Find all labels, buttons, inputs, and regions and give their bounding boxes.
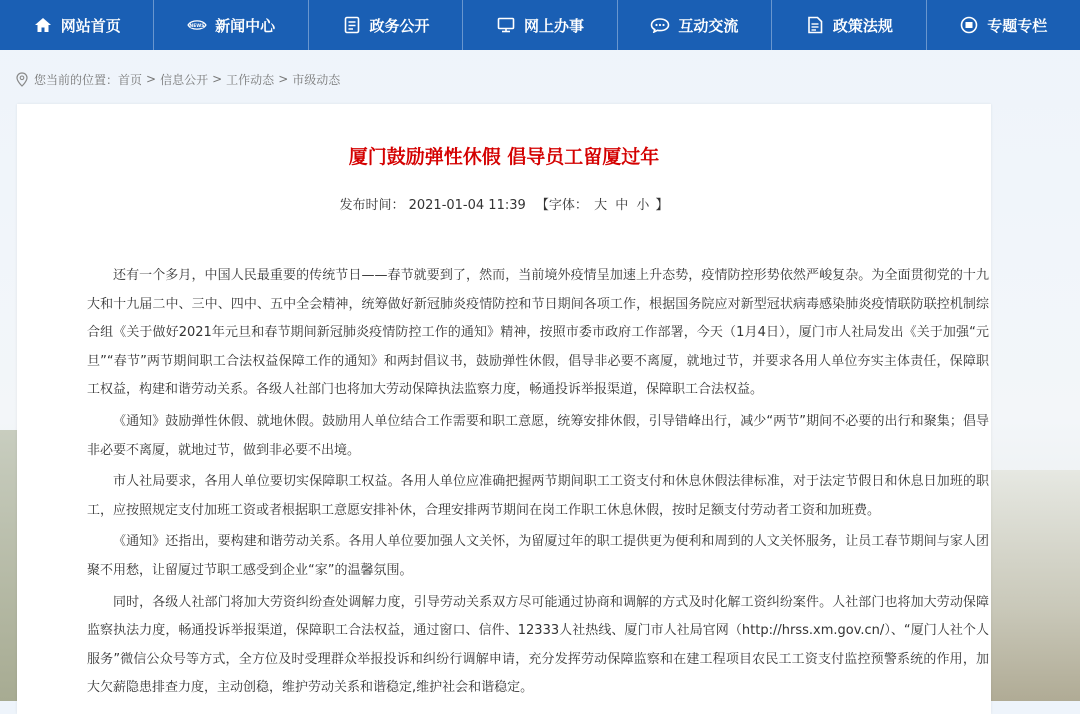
nav-item-label: 政务公开 — [369, 16, 430, 35]
top-navigation — [0, 0, 1080, 50]
nav-item-label: 互动交流 — [678, 16, 739, 35]
nav-item-special-topics[interactable] — [927, 0, 1080, 50]
nav-item-policies[interactable] — [772, 0, 926, 50]
article-paragraph: 《通知》还指出，要构建和谐劳动关系。各用人单位要加强人文关怀，为留厦过年的职工提供更为便利和周到的人文关怀服务，让员工春节期间与家人团聚不用愁，让留厦过节职工感受到企业“家”的温馨氛围。 — [87, 534, 989, 578]
article-paragraph: 同时，各级人社部门将加大劳资纠纷查处调解力度，引导劳动关系双方尽可能通过协商和调解的方式及时化解工资纠纷案件。人社部门也将加大劳动保障监察执法力度，畅通投诉举报渠道，保障职工合法权益，通过窗口、信件、12333人社热线、厦门市人社局官网（http://hrss.xm.gov.cn/）、“厦门人社个人服务”微信公众号等方式，全方位及时受理群众举报投诉和纠纷行调解申请，充分发挥劳动保障监察和在建工程项目农民工工资支付监控预警系统的作用，加大欠薪隐患排查力度，主动创稳，维护劳动关系和谐稳定,维护社会和谐稳定。 — [87, 594, 989, 696]
breadcrumb — [16, 69, 340, 89]
policy-doc-icon — [805, 15, 825, 35]
publish-time: 2021-01-04 11:39 — [408, 198, 526, 213]
publish-time-label: 发布时间： — [339, 198, 405, 213]
font-size-medium-button[interactable]: 中 — [615, 198, 629, 213]
breadcrumb-link-info-disclosure[interactable]: 信息公开 — [160, 72, 209, 87]
article-paragraph: 还有一个多月，中国人民最重要的传统节日——春节就要到了，然而，当前境外疫情呈加速上升态势，疫情防控形势依然严峻复杂。为全面贯彻党的十九大和十九届二中、三中、四中、五中全会精神，统筹做好新冠肺炎疫情防控和节日期间各项工作，根据国务院应对新型冠状病毒感染肺炎疫情联防联控机制综合组《关于做好2021年元旦和春节期间新冠肺炎疫情防控工作的通知》精神，按照市委市政府工作部署，今天（1月4日），厦门市人社局发出《关于加强“元旦”“春节”两节期间职工合法权益保障工作的通知》和两封倡议书，鼓励弹性休假，倡导非必要不离厦，就地过节，并要求各用人单位夯实主体责任，保障职工权益，构建和谐劳动关系。各级人社部门也将加大劳动保障执法监察力度，畅通投诉举报渠道，保障职工合法权益。 — [87, 268, 989, 398]
breadcrumb-link-city-news[interactable]: 市级动态 — [292, 72, 341, 87]
nav-item-label: 新闻中心 — [215, 16, 276, 35]
breadcrumb-separator: > — [278, 72, 289, 86]
media-icon — [959, 15, 979, 35]
nav-item-interaction[interactable] — [618, 0, 772, 50]
article-title: 厦门鼓励弹性休假 倡导员工留厦过年 — [348, 146, 660, 168]
document-icon — [342, 15, 362, 35]
breadcrumb-prefix: 您当前的位置： — [34, 72, 119, 87]
news-icon — [187, 15, 207, 35]
background-scenery-left — [0, 430, 18, 701]
svg-text:NEWS: NEWS — [189, 24, 205, 30]
font-size-large-button[interactable]: 大 — [594, 198, 608, 213]
nav-item-label: 网站首页 — [60, 16, 121, 35]
home-icon — [33, 15, 53, 35]
nav-item-label: 专题专栏 — [987, 16, 1048, 35]
breadcrumb-link-home[interactable]: 首页 — [118, 72, 143, 87]
nav-item-government[interactable] — [309, 0, 463, 50]
breadcrumb-separator: > — [146, 72, 157, 86]
article-meta — [17, 194, 991, 213]
nav-item-news[interactable] — [154, 0, 308, 50]
article-paragraph: 《通知》鼓励弹性休假、就地休假。鼓励用人单位结合工作需要和职工意愿，统筹安排休假，引导错峰出行，减少“两节”期间不必要的出行和聚集；倡导非必要不离厦，就地过节，做到非必要不出境。 — [87, 413, 989, 458]
background-scenery-right — [991, 470, 1080, 701]
font-size-label: 【字体： — [535, 198, 588, 213]
article-paragraph: 市人社局要求，各用人单位要切实保障职工权益。各用人单位应准确把握两节期间职工工资支付和休息休假法律标准，对于法定节假日和休息日加班的职工，应按照规定支付加班工资或者根据职工意愿安排补休，合理安排两节期间在岗工作职工休息休假，按时足额支付劳动者工资和加班费。 — [87, 474, 989, 518]
article-body — [87, 262, 989, 706]
chat-icon — [650, 15, 670, 35]
location-pin-icon — [16, 72, 28, 87]
nav-item-home[interactable] — [0, 0, 154, 50]
nav-item-label: 政策法规 — [832, 16, 893, 35]
font-size-small-button[interactable]: 小 — [636, 198, 650, 213]
monitor-icon — [496, 15, 516, 35]
nav-item-online-services[interactable] — [463, 0, 617, 50]
breadcrumb-separator: > — [212, 72, 223, 86]
breadcrumb-link-work-news[interactable]: 工作动态 — [226, 72, 275, 87]
font-size-label-end: 】 — [655, 198, 669, 213]
nav-item-label: 网上办事 — [523, 16, 584, 35]
